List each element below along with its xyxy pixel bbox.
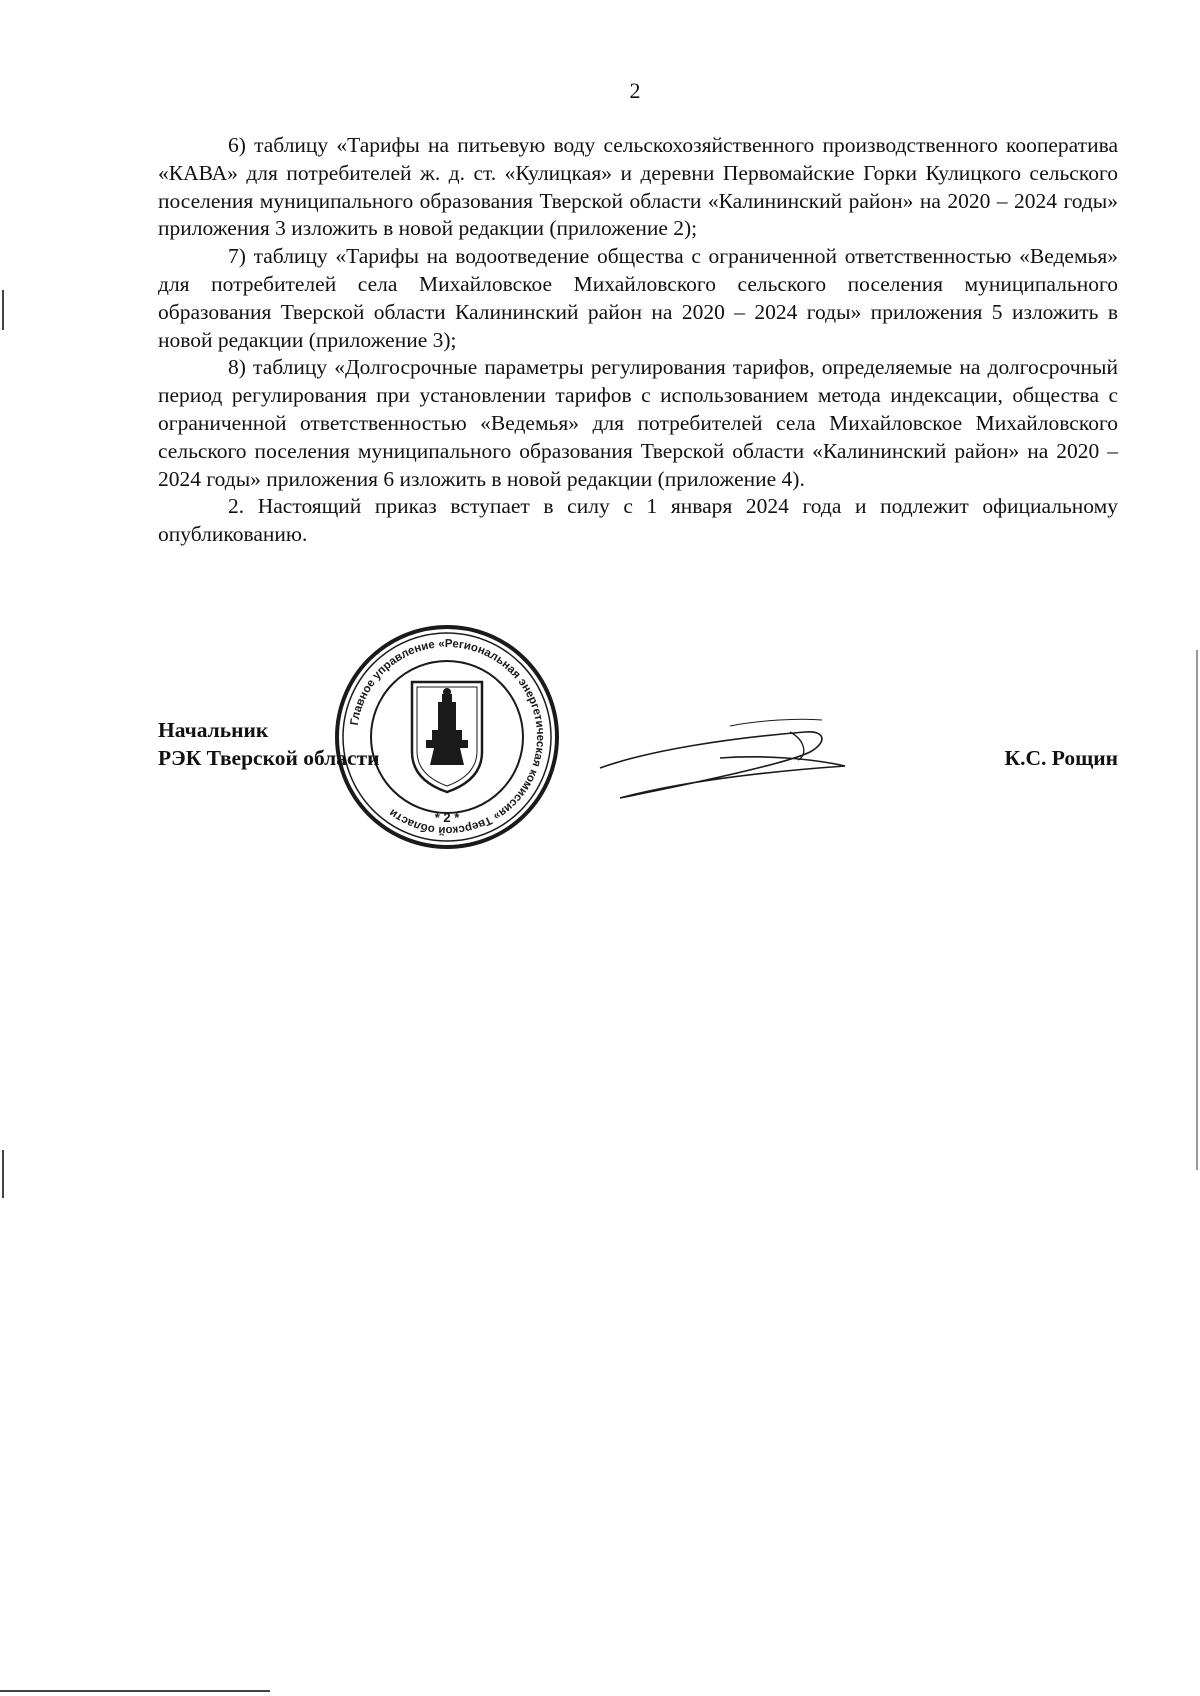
scan-edge-mark: [2, 290, 4, 330]
paragraph-effective-date: 2. Настоящий приказ вступает в силу с 1 января 2024 года и подлежит официальному опубликованию.: [158, 494, 1118, 547]
seal-number: * 2 *: [434, 810, 460, 825]
scan-edge-mark: [2, 1150, 4, 1198]
page-number: 2: [629, 78, 641, 103]
seal-text: Главное управление «Региональная энергетическая комиссия» Тверской области: [348, 637, 547, 837]
paragraph-item-6: 6) таблицу «Тарифы на питьевую воду сельскохозяйственного производственного кооператива «КАВА» для потребителей ж. д. ст. «Кулицкая» и деревни Первомайские Горки Кулицкого сельского поселения муниципального образования Тверской области «Калининский район» на 2020 – 2024 годы» приложения 3 изложить в новой редакции (приложение 2);: [158, 133, 1118, 241]
signatory-name: К.С. Рощин: [1004, 746, 1118, 770]
scan-edge-mark: [1196, 650, 1198, 1170]
signatory-title-line2: РЭК Тверской области: [158, 746, 380, 770]
signatory-title-line1: Начальник: [158, 718, 269, 742]
scan-edge-mark: [0, 1690, 270, 1692]
paragraph-item-8: 8) таблицу «Долгосрочные параметры регулирования тарифов, определяемые на долгосрочный период регулирования при установлении тарифов с использованием метода индексации, общества с ограниченной ответственностью «Ведемья» для потребителей села Михайловское Михайловского сельского поселения муниципального образования Тверской области «Калининский район» на 2020 – 2024 годы» приложения 6 изложить в новой редакции (приложение 4).: [158, 355, 1118, 491]
paragraph-item-7: 7) таблицу «Тарифы на водоотведение общества с ограниченной ответственностью «Ведемья» для потребителей села Михайловское Михайловского сельского поселения муниципального образования Тверской области Калининский район на 2020 – 2024 годы» приложения 5 изложить в новой редакции (приложение 3);: [158, 244, 1118, 352]
signature-block: [158, 716, 1118, 836]
signatory-position: [158, 716, 380, 772]
document-body: [158, 132, 1118, 549]
